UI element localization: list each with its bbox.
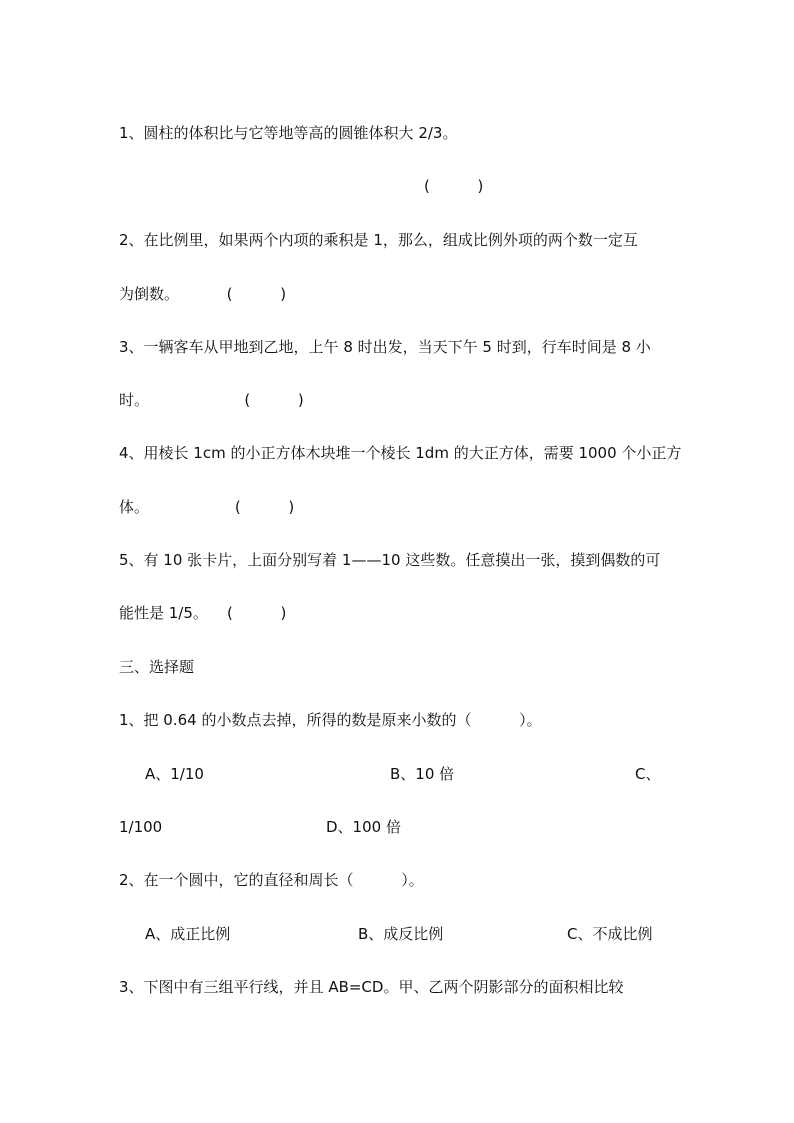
question-4-text-continued: 体。 ( ) — [119, 498, 295, 516]
choice-question-1-option-b: B、10 倍 — [390, 765, 455, 783]
choice-question-1-option-d: D、100 倍 — [326, 818, 401, 836]
choice-question-2-option-a: A、成正比例 — [145, 925, 231, 943]
choice-question-2-text: 2、在一个圆中，它的直径和周长（ ）。 — [119, 871, 424, 889]
question-2-text-continued: 为倒数。 ( ) — [119, 285, 287, 303]
question-1-text: 1、圆柱的体积比与它等地等高的圆锥体积大 2/3。 — [119, 124, 458, 142]
choice-question-1-option-c-value: 1/100 — [119, 818, 163, 836]
choice-question-1-option-c-label: C、 — [635, 765, 661, 783]
section-heading: 三、选择题 — [119, 658, 195, 676]
question-3-text: 3、一辆客车从甲地到乙地，上午 8 时出发，当天下午 5 时到，行车时间是 8 小 — [119, 338, 651, 356]
choice-question-3-text: 3、下图中有三组平行线，并且 AB=CD。甲、乙两个阴影部分的面积相比较 — [119, 978, 624, 996]
choice-question-2-option-b: B、成反比例 — [358, 925, 444, 943]
question-5-text: 5、有 10 张卡片，上面分别写着 1——10 这些数。任意摸出一张，摸到偶数的可 — [119, 551, 661, 569]
choice-question-2-option-c: C、不成比例 — [567, 925, 653, 943]
question-4-text: 4、用棱长 1cm 的小正方体木块堆一个棱长 1dm 的大正方体，需要 1000 个小正方 — [119, 444, 682, 462]
choice-question-1-option-a: A、1/10 — [145, 765, 204, 783]
question-1-answer-blank: ( ) — [424, 177, 484, 195]
question-3-text-continued: 时。 ( ) — [119, 391, 304, 409]
choice-question-1-text: 1、把 0.64 的小数点去掉，所得的数是原来小数的（ ）。 — [119, 711, 542, 729]
question-2-text: 2、在比例里，如果两个内项的乘积是 1，那么，组成比例外项的两个数一定互 — [119, 231, 638, 249]
question-5-text-continued: 能性是 1/5。 ( ) — [119, 604, 287, 622]
